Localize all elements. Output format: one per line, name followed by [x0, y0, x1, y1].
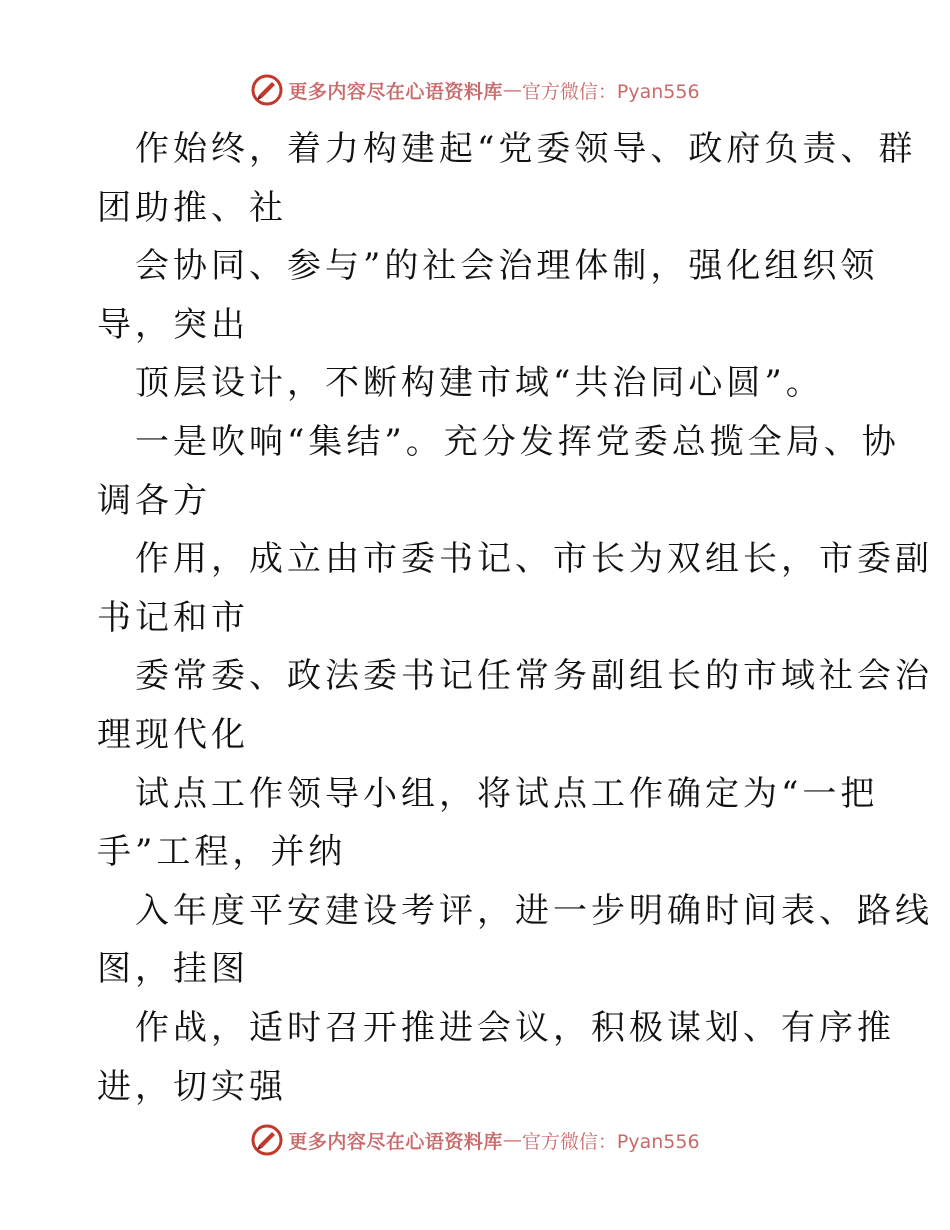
wechat-text: 官方微信：Pyan556: [521, 1130, 700, 1153]
text-line: 手”工程，并纳: [97, 832, 347, 873]
banner-separator: —: [502, 1129, 522, 1151]
text-line: 一是吹响“集结”。充分发挥党委总揽全局、协: [135, 421, 900, 462]
text-line: 试点工作领导小组，将试点工作确定为“一把: [135, 773, 879, 814]
text-line: 会协同、参与”的社会治理体制，强化组织领: [135, 246, 879, 287]
pen-logo-icon: [250, 73, 284, 107]
text-line: 顶层设计，不断构建市域“共治同心圆”。: [135, 363, 824, 404]
brand-text: 更多内容尽在心语资料库: [288, 80, 503, 103]
wechat-text: 官方微信：Pyan556: [521, 80, 700, 103]
footer-banner: [0, 1120, 950, 1160]
text-line: 作战，适时召开推进会议，积极谋划、有序推: [135, 1007, 895, 1048]
text-line: 团助推、社: [97, 187, 287, 228]
banner-separator: —: [502, 79, 522, 101]
text-line: 理现代化: [97, 714, 249, 755]
text-line: 调各方: [97, 480, 211, 521]
text-line: 作用，成立由市委书记、市长为双组长，市委副: [135, 539, 933, 580]
pen-logo-icon: [250, 1123, 284, 1157]
text-line: 导，突出: [97, 304, 249, 345]
text-line: 委常委、政法委书记任常务副组长的市域社会治: [135, 656, 933, 697]
text-line: 作始终，着力构建起“党委领导、政府负责、群: [135, 129, 917, 169]
text-line: 图，挂图: [97, 949, 249, 990]
text-line: 书记和市: [97, 597, 249, 638]
document-body: [97, 120, 933, 1116]
text-line: 进，切实强: [97, 1066, 287, 1107]
brand-text: 更多内容尽在心语资料库: [288, 1130, 503, 1153]
text-line: 入年度平安建设考评，进一步明确时间表、路线: [135, 890, 933, 931]
header-banner: [0, 70, 950, 110]
